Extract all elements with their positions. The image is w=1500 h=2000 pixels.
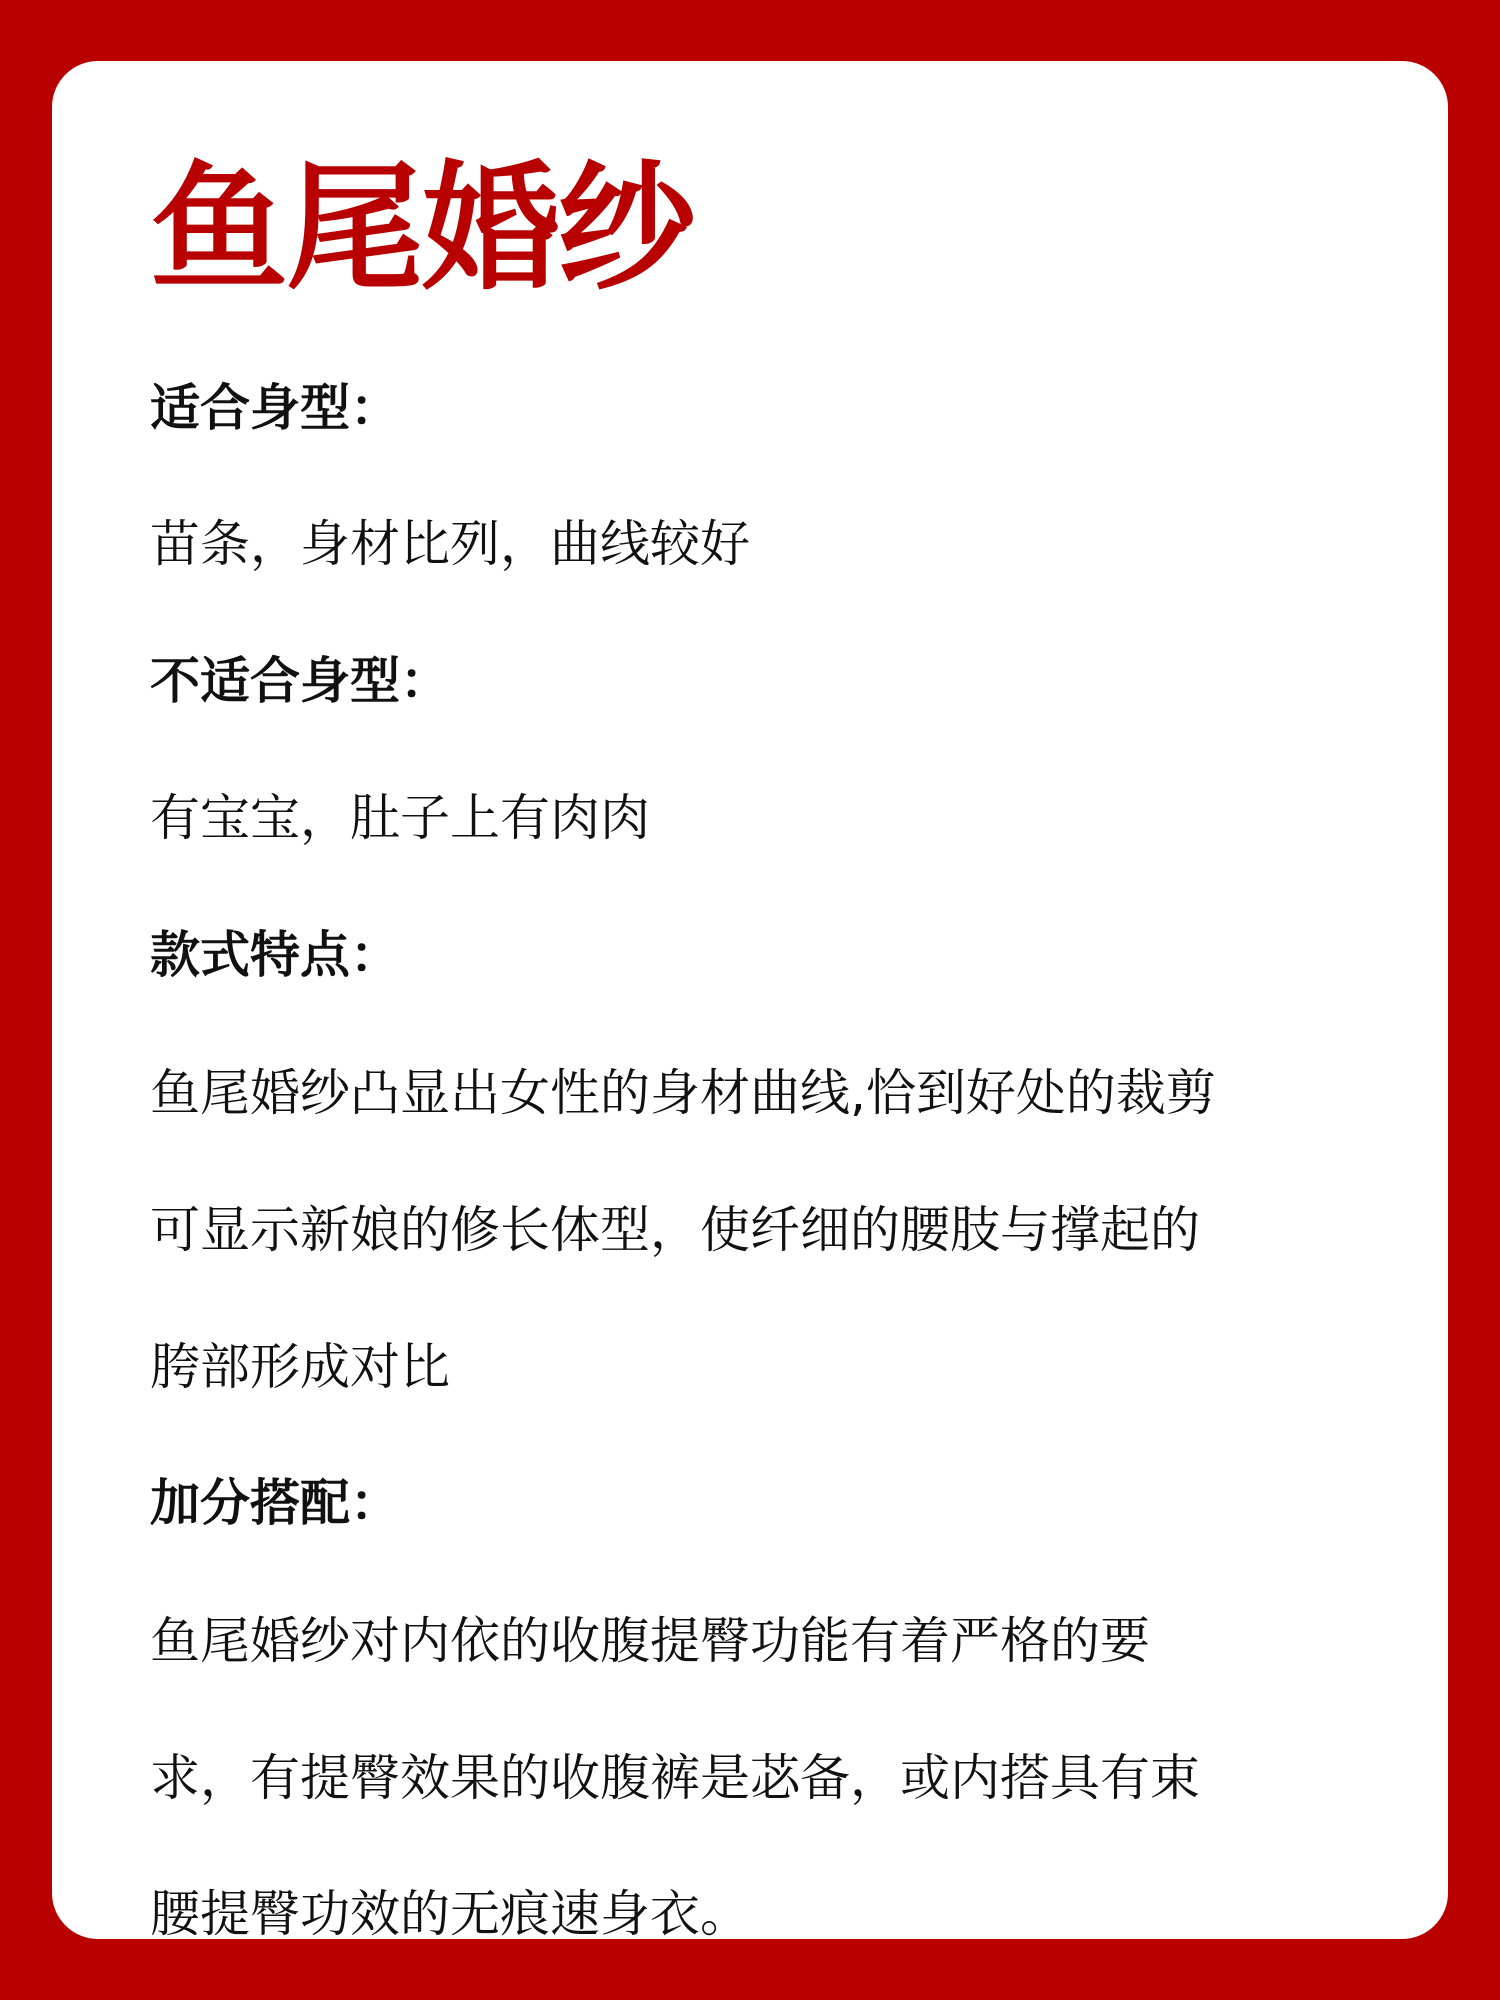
content-card	[52, 61, 1448, 1939]
heading-unsuitable-body: 不适合身型：	[150, 652, 450, 710]
heading-bonus-pairing: 加分搭配：	[150, 1474, 400, 1532]
text-bonus-pairing-line-3: 腰提臀功效的无痕速身衣。	[150, 1885, 750, 1939]
text-bonus-pairing-line-1: 鱼尾婚纱对内依的收腹提臀功能有着严格的要	[150, 1612, 1150, 1670]
text-style-features-line-2: 可显示新娘的修长体型，使纤细的腰肢与撑起的	[150, 1201, 1200, 1259]
heading-style-features: 款式特点：	[150, 926, 400, 984]
text-style-features-line-1: 鱼尾婚纱凸显出女性的身材曲线,恰到好处的裁剪	[150, 1064, 1216, 1122]
text-unsuitable-body-line-1: 有宝宝，肚子上有肉肉	[150, 789, 650, 847]
text-bonus-pairing-line-2: 求，有提臀效果的收腹裤是苾备，或内搭具有束	[150, 1749, 1200, 1807]
text-style-features-line-3: 胯部形成对比	[150, 1338, 450, 1396]
page-title: 鱼尾婚纱	[150, 148, 695, 309]
text-suitable-body-line-1: 苗条，身材比列，曲线较好	[150, 515, 750, 573]
heading-suitable-body: 适合身型：	[150, 379, 400, 437]
